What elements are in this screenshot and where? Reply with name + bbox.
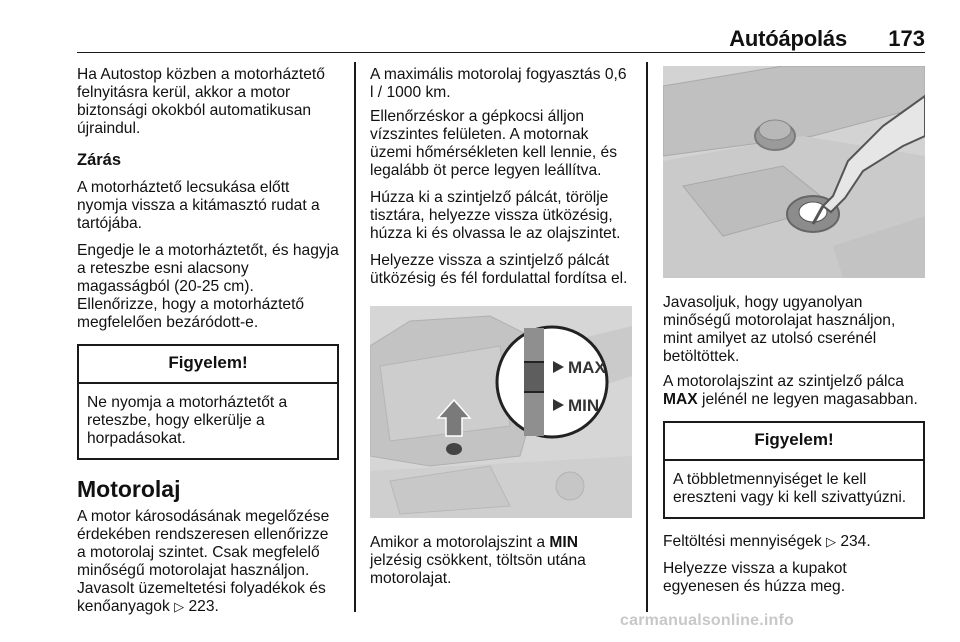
- page-header: [77, 0, 925, 53]
- column-divider: [646, 62, 648, 612]
- closing-heading: Zárás: [77, 151, 122, 169]
- max-level-text-end: jelénél ne legyen magasabban.: [697, 391, 918, 408]
- capacity-paragraph: [663, 533, 925, 551]
- arrow-reference-icon: ▷: [174, 599, 185, 614]
- min-level-text-end: jelzésig csökkent, töltsön utána motorolajat.: [370, 552, 586, 587]
- engine-oil-heading: Motorolaj: [77, 476, 181, 502]
- dipstick-illustration: [370, 306, 632, 518]
- capacity-text: Feltöltési mennyiségek: [663, 533, 822, 550]
- same-oil-paragraph: Javasoljuk, hogy ugyanolyan minőségű motorolajat használjon, mint amilyet az utolsó cserénél betöltöttek.: [663, 294, 896, 365]
- page-reference[interactable]: 223.: [188, 598, 219, 615]
- page-title: Autóápolás: [729, 26, 847, 51]
- autostop-paragraph: Ha Autostop közben a motorháztető felnyitásra kerül, akkor a motor biztonsági okokból automatikusan újraindul.: [77, 66, 325, 137]
- closing-paragraph-2: Engedje le a motorháztetőt, és hagyja a reteszbe esni alacsony magasságból (20-25 cm).: [77, 242, 339, 295]
- column-middle: [370, 66, 632, 597]
- column-divider: [354, 62, 356, 612]
- column-right: [663, 66, 925, 605]
- page-number: 173: [888, 26, 925, 51]
- min-mark-label: MIN: [568, 396, 600, 415]
- caution-text: A többletmennyiséget le kell ereszteni vagy ki kell szivattyúzni.: [673, 471, 907, 506]
- oil-filler-illustration: [663, 66, 925, 278]
- arrow-reference-icon: ▷: [825, 534, 836, 549]
- caution-box: [663, 421, 925, 519]
- cap-paragraph: Helyezze vissza a kupakot egyenesen és húzza meg.: [663, 560, 847, 595]
- watermark: carmanualsonline.info: [620, 612, 795, 629]
- caution-box: [77, 344, 339, 460]
- page-reference[interactable]: 234.: [840, 533, 871, 550]
- dipstick-paragraph: Húzza ki a szintjelző pálcát, törölje tisztára, helyezze vissza ütközésig, húzza ki és olvassa le az olajszintet.: [370, 189, 621, 242]
- closing-paragraph-3: Ellenőrizze, hogy a motorháztető megfelelően bezáródott-e.: [77, 296, 305, 331]
- caution-text: Ne nyomja a motorháztetőt a reteszbe, hogy elkerülje a horpadásokat.: [87, 394, 288, 447]
- dipstick-figure-svg: [370, 306, 632, 518]
- max-mark-label: MAX: [568, 358, 606, 377]
- caution-title: Figyelem!: [79, 346, 337, 384]
- check-conditions-paragraph: Ellenőrzéskor a gépkocsi álljon vízszintes felületen. A motornak üzemi hőmérsékleten kell lennie, és legalább öt perce legyen leállítva.: [370, 108, 618, 179]
- oil-filler-figure-svg: [663, 66, 925, 278]
- max-level-text: A motorolajszint az szintjelző pálca: [663, 373, 904, 390]
- closing-paragraph-1: A motorháztető lecsukása előtt nyomja vissza a kitámasztó rudat a tartójába.: [77, 179, 320, 232]
- engine-oil-paragraph: [77, 508, 339, 616]
- reinsert-paragraph: Helyezze vissza a szintjelző pálcát ütközésig és fél fordulattal fordítsa el.: [370, 252, 628, 287]
- min-level-paragraph: [370, 534, 632, 588]
- engine-oil-text: A motor károsodásának megelőzése érdekében rendszeresen ellenőrizze a motorolaj szintet. Csak megfelelő minőségű motorolajat használjon. Javasolt üzemeltetési folyadékok és kenőanyagok: [77, 508, 330, 615]
- min-level-text: Amikor a motorolajszint a: [370, 534, 550, 551]
- max-consumption-paragraph: A maximális motorolaj fogyasztás 0,6 l / 1000 km.: [370, 66, 627, 101]
- caution-title: Figyelem!: [665, 423, 923, 461]
- max-level-paragraph: [663, 373, 925, 409]
- max-level-keyword: MAX: [663, 391, 698, 408]
- min-level-keyword: MIN: [549, 534, 578, 551]
- column-left: [77, 66, 339, 625]
